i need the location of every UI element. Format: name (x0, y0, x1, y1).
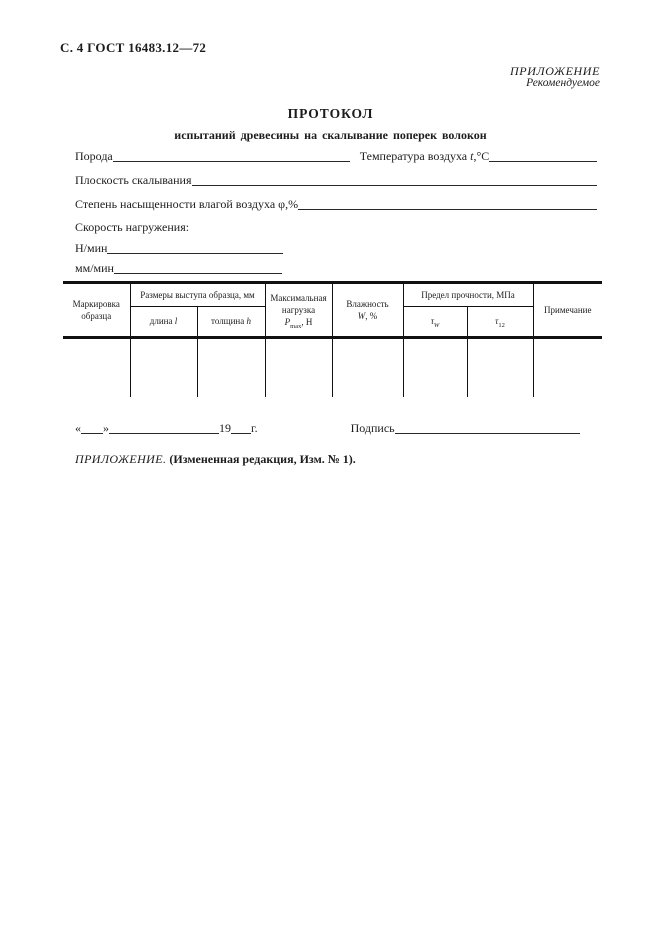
humidity-suffix: , % (365, 311, 378, 321)
table-cell-tau-12 (467, 338, 533, 398)
thickness-variable: h (246, 316, 251, 327)
saturation-fill-line (298, 208, 597, 210)
date-year-prefix: 19 (219, 421, 231, 435)
column-header-length (130, 307, 197, 338)
footnote-revision-note: (Измененная редакция, Изм. № 1). (166, 452, 356, 466)
table-cell-length (130, 338, 197, 398)
field-row-shear-plane (75, 174, 597, 187)
field-row-n-per-min (75, 242, 597, 255)
date-year-suffix: г. (251, 421, 258, 435)
temperature-label (360, 150, 490, 163)
column-header-note: Примечание (533, 283, 602, 338)
date-year-fill-line (231, 432, 251, 434)
species-label: Порода (75, 149, 113, 163)
max-load-suffix: , Н (301, 317, 313, 328)
date-quote-close: » (103, 421, 109, 435)
column-header-marking: Маркировка образца (63, 283, 130, 338)
table-cell-thickness (197, 338, 265, 398)
mm-per-min-fill-line (114, 272, 282, 274)
table-cell-humidity (332, 338, 403, 398)
temperature-label-suffix: ,°С (473, 149, 490, 163)
appendix-subtitle: Рекомендуемое (526, 77, 600, 89)
signature-row (75, 422, 597, 435)
signature-label: Подпись (350, 421, 395, 435)
column-header-tau-w (403, 307, 467, 338)
temperature-fill-line (489, 160, 597, 162)
table-cell-tau-w (403, 338, 467, 398)
loading-speed-label: Скорость нагружения: (75, 220, 190, 234)
n-per-min-label: Н/мин (75, 241, 108, 255)
humidity-line1: Влажность (346, 298, 389, 309)
length-variable: l (174, 316, 178, 327)
date-quote-open: « (75, 421, 81, 435)
temperature-label-prefix: Температура воздуха (359, 149, 471, 163)
doc-title: ПРОТОКОЛ (287, 106, 374, 121)
max-load-variable: P (284, 317, 291, 328)
table-cell-marking (63, 338, 130, 398)
date-day-fill-line (81, 432, 103, 434)
column-header-tau-12 (467, 307, 533, 338)
footnote-appendix-ref: ПРИЛОЖЕНИЕ. (75, 452, 167, 466)
n-per-min-fill-line (107, 252, 283, 254)
humidity-variable: W (357, 311, 366, 321)
max-load-line1: Максимальная (270, 292, 327, 303)
shear-plane-label: Плоскость скалывания (75, 173, 192, 187)
mm-per-min-label: мм/мин (75, 261, 114, 275)
column-group-strength: Предел прочности, МПа (403, 283, 533, 307)
table-cell-note (533, 338, 602, 398)
thickness-label: толщина (211, 316, 247, 327)
saturation-variable: φ (278, 197, 286, 211)
field-row-saturation (75, 198, 597, 211)
appendix-title: ПРИЛОЖЕНИЕ (510, 64, 600, 78)
table-row (63, 338, 602, 398)
footnote (75, 452, 356, 467)
table-cell-max-load (265, 338, 332, 398)
column-group-sizes: Размеры выступа образца, мм (130, 283, 265, 307)
length-label: длина (149, 316, 175, 327)
table-header-row-1 (63, 283, 602, 307)
shear-plane-fill-line (192, 184, 598, 186)
tau-w-symbol: τ (430, 316, 434, 327)
field-row-loading-speed (75, 221, 597, 234)
temperature-variable: t (470, 149, 474, 163)
column-header-thickness (197, 307, 265, 338)
column-header-max-load (265, 283, 332, 338)
tau-w-subscript: W (433, 322, 440, 330)
saturation-label-suffix: ,% (285, 197, 299, 211)
page-header: С. 4 ГОСТ 16483.12—72 (60, 40, 207, 55)
saturation-label (75, 198, 298, 211)
tau-12-subscript: 12 (498, 322, 505, 330)
max-load-subscript: max (290, 322, 302, 330)
field-row-mm-per-min (75, 262, 597, 275)
date-month-fill-line (109, 432, 219, 434)
tau-12-symbol: τ (495, 316, 499, 327)
column-header-humidity (332, 283, 403, 338)
appendix-heading (510, 65, 600, 89)
saturation-label-prefix: Степень насыщенности влагой воздуха (75, 197, 279, 211)
max-load-line2: нагрузка (281, 304, 316, 315)
results-table (63, 281, 602, 397)
signature-fill-line (395, 432, 580, 434)
doc-subtitle: испытаний древесины на скалывание поперек волокон (174, 128, 487, 142)
field-row-species (75, 150, 597, 163)
species-fill-line (113, 160, 350, 162)
signature-spacer (258, 434, 351, 435)
